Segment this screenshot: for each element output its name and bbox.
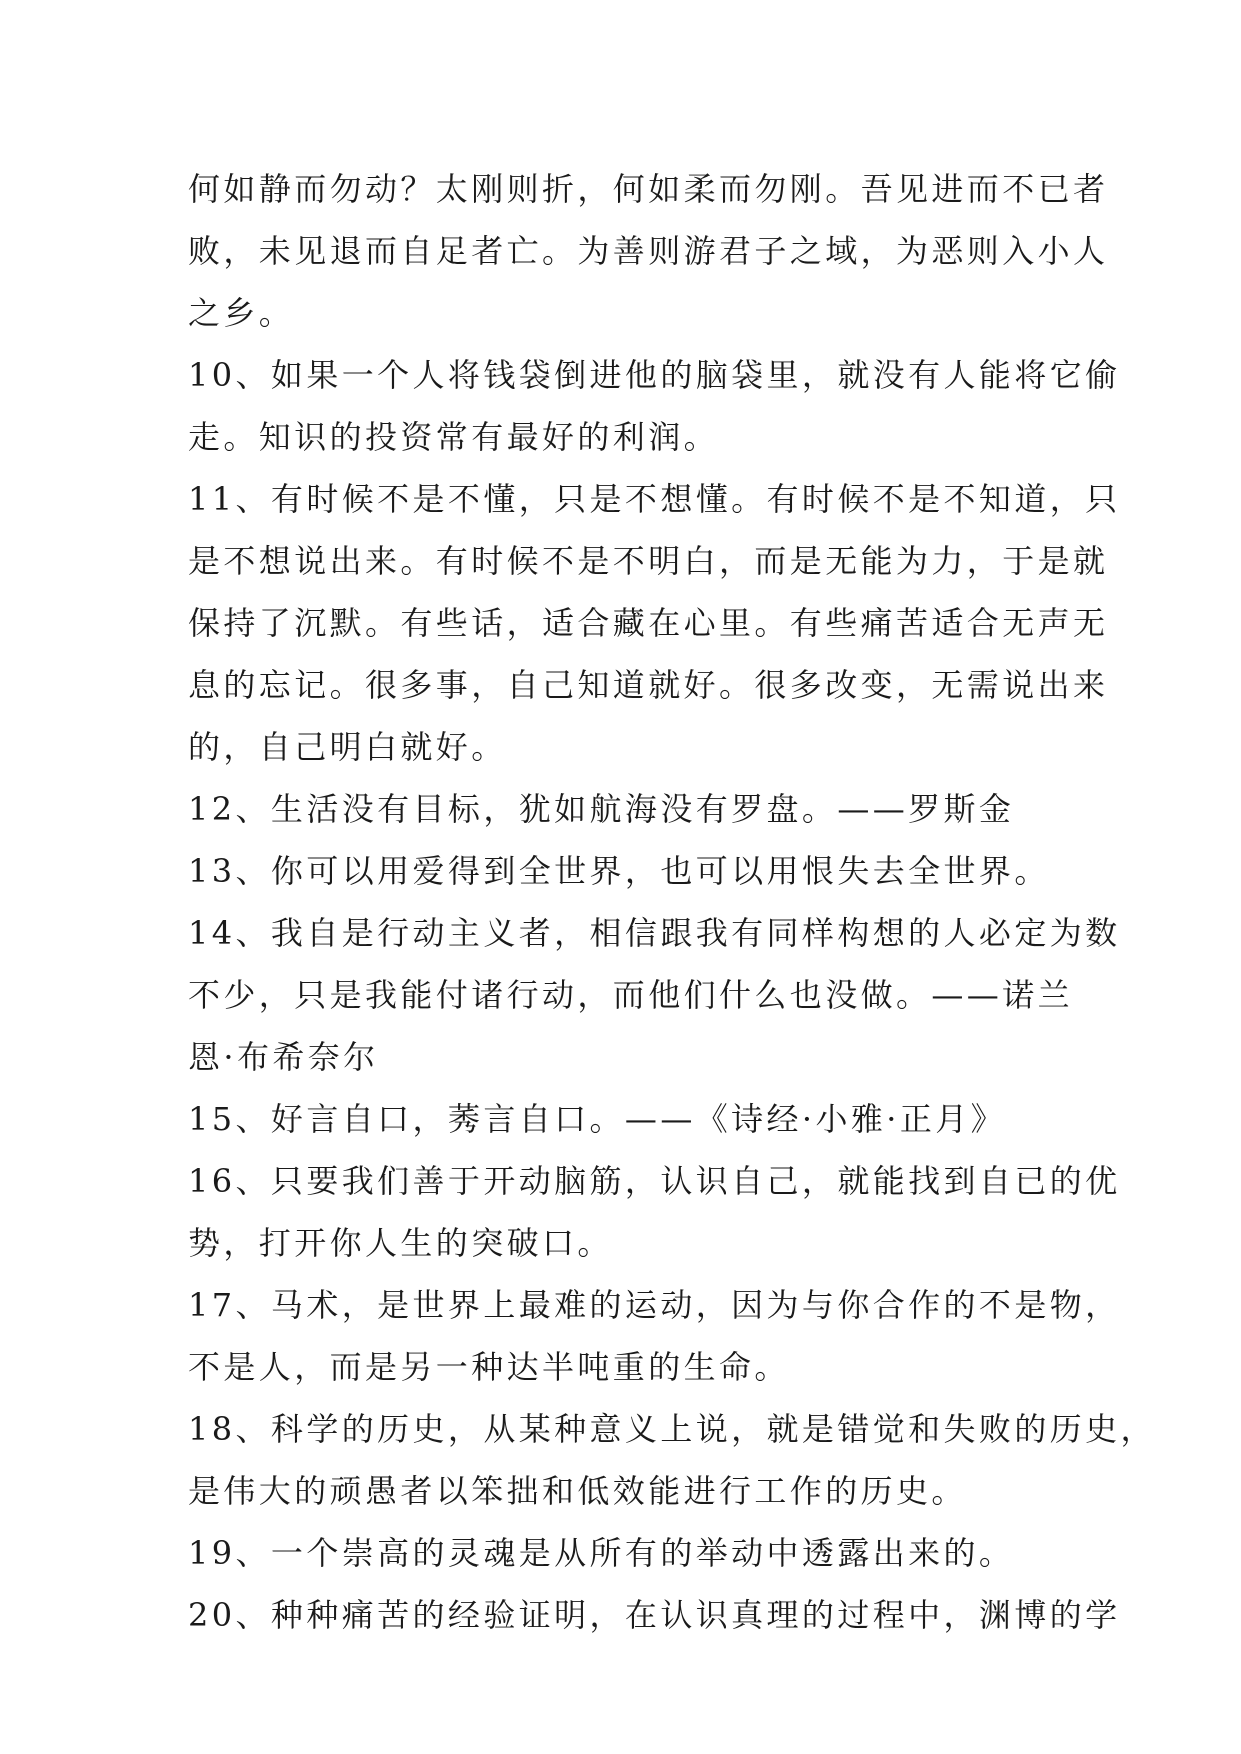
text-line: 15、好言自口，莠言自口。——《诗经·小雅·正月》 bbox=[188, 1100, 1007, 1138]
text-line: 14、我自是行动主义者，相信跟我有同样构想的人必定为数 bbox=[188, 914, 1121, 952]
text-line: 18、科学的历史，从某种意义上说，就是错觉和失败的历史， bbox=[188, 1410, 1156, 1448]
text-line: 不是人，而是另一种达半吨重的生命。 bbox=[188, 1348, 790, 1386]
text-line: 16、只要我们善于开动脑筋，认识自己，就能找到自已的优 bbox=[188, 1162, 1121, 1200]
text-line: 走。知识的投资常有最好的利润。 bbox=[188, 418, 720, 456]
text-line: 恩·布希奈尔 bbox=[188, 1038, 379, 1076]
text-line: 势，打开你人生的突破口。 bbox=[188, 1224, 613, 1262]
text-line: 保持了沉默。有些话，适合藏在心里。有些痛苦适合无声无 bbox=[188, 604, 1109, 642]
text-line: 息的忘记。很多事，自己知道就好。很多改变，无需说出来 bbox=[188, 666, 1109, 704]
text-line: 20、种种痛苦的经验证明，在认识真理的过程中，渊博的学 bbox=[188, 1596, 1121, 1634]
text-line: 何如静而勿动？太刚则折，何如柔而勿刚。吾见进而不已者 bbox=[188, 170, 1109, 208]
text-line: 的，自己明白就好。 bbox=[188, 728, 507, 766]
text-line: 17、马术，是世界上最难的运动，因为与你合作的不是物， bbox=[188, 1286, 1121, 1324]
text-line: 19、一个崇高的灵魂是从所有的举动中透露出来的。 bbox=[188, 1534, 1015, 1572]
text-line: 是伟大的顽愚者以笨拙和低效能进行工作的历史。 bbox=[188, 1472, 967, 1510]
text-line: 是不想说出来。有时候不是不明白，而是无能为力，于是就 bbox=[188, 542, 1109, 580]
text-line: 不少，只是我能付诸行动，而他们什么也没做。——诺兰 bbox=[188, 976, 1074, 1014]
document-body bbox=[188, 158, 1156, 1646]
text-line: 12、生活没有目标，犹如航海没有罗盘。——罗斯金 bbox=[188, 790, 1015, 828]
text-line: 13、你可以用爱得到全世界，也可以用恨失去全世界。 bbox=[188, 852, 1050, 890]
text-line: 败，未见退而自足者亡。为善则游君子之域，为恶则入小人 bbox=[188, 232, 1109, 270]
text-line: 之乡。 bbox=[188, 294, 295, 332]
text-line: 10、如果一个人将钱袋倒进他的脑袋里，就没有人能将它偷 bbox=[188, 356, 1121, 394]
text-line: 11、有时候不是不懂，只是不想懂。有时候不是不知道，只 bbox=[188, 480, 1121, 518]
